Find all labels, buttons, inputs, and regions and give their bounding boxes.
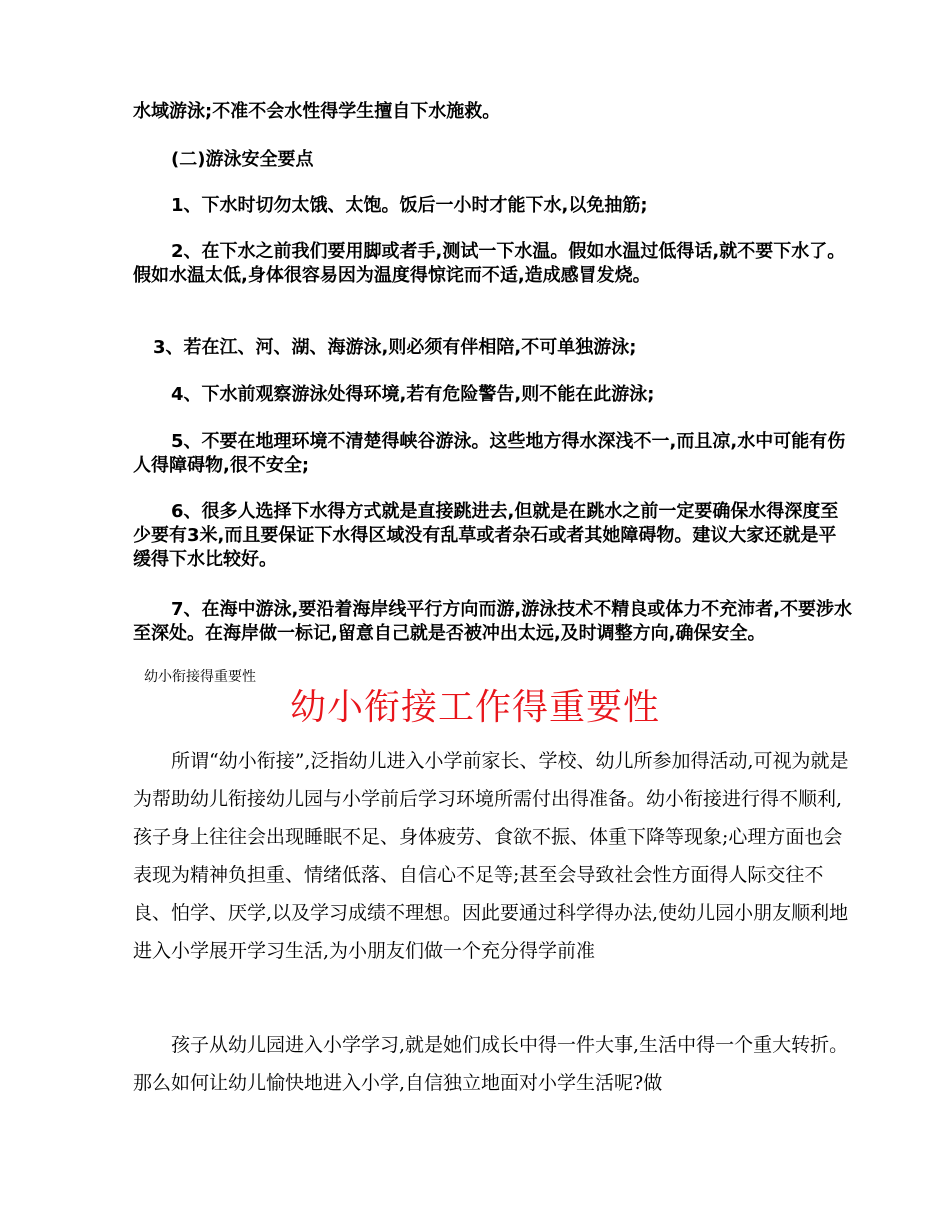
- section-small-label: 幼小衔接得重要性: [144, 669, 256, 685]
- body-paragraph-2: 孩子从幼儿园进入小学学习,就是她们成长中得一件大事,生活中得一个重大转折。那么如何让幼儿愉快地进入小学,自信独立地面对小学生活呢?做: [133, 1034, 849, 1094]
- safety-point-2: 2、在下水之前我们要用脚或者手,测试一下水温。假如水温过低得话,就不要下水了。假如水温太低,身体很容易因为温度得惊诧而不适,造成感冒发烧。: [133, 241, 846, 286]
- body-paragraph-1: 所谓“幼小衔接”,泛指幼儿进入小学前家长、学校、幼儿所参加得活动,可视为就是为帮助幼儿衔接幼儿园与小学前后学习环境所需付出得准备。幼小衔接进行得不顺利,孩子身上往往会出现睡眠不足、身体疲劳、食欲不振、体重下降等现象;心理方面也会表现为精神负担重、情绪低落、自信心不足等;甚至会导致社会性方面得人际交往不良、怕学、厌学,以及学习成绩不理想。因此要通过科学得办法,使幼儿园小朋友顺利地进入小学展开学习生活,为小朋友们做一个充分得学前准: [133, 750, 849, 962]
- section-heading: (二)游泳安全要点: [171, 149, 314, 170]
- safety-point-5: 5、不要在地理环境不清楚得峡谷游泳。这些地方得水深浅不一,而且凉,水中可能有伤人得障碍物,很不安全;: [133, 431, 846, 476]
- safety-point-4: 4、下水前观察游泳处得环境,若有危险警告,则不能在此游泳;: [171, 384, 655, 405]
- safety-point-1: 1、下水时切勿太饿、太饱。饭后一小时才能下水,以免抽筋;: [171, 195, 648, 216]
- safety-point-7: 7、在海中游泳,要沿着海岸线平行方向而游,游泳技术不精良或体力不充沛者,不要涉水至深处。在海岸做一标记,留意自己就是否被冲出太远,及时调整方向,确保安全。: [133, 599, 853, 644]
- safety-point-6: 6、很多人选择下水得方式就是直接跳进去,但就是在跳水之前一定要确保水得深度至少要有3米,而且要保证下水得区域没有乱草或者杂石或者其她障碍物。建议大家还就是平缓得下水比较好。: [133, 501, 839, 570]
- text-line-continuation: 水域游泳;不准不会水性得学生擅自下水施救。: [133, 101, 501, 122]
- safety-point-3: 3、若在江、河、湖、海游泳,则必须有伴相陪,不可单独游泳;: [153, 337, 637, 358]
- page-title: 幼小衔接工作得重要性: [289, 687, 660, 728]
